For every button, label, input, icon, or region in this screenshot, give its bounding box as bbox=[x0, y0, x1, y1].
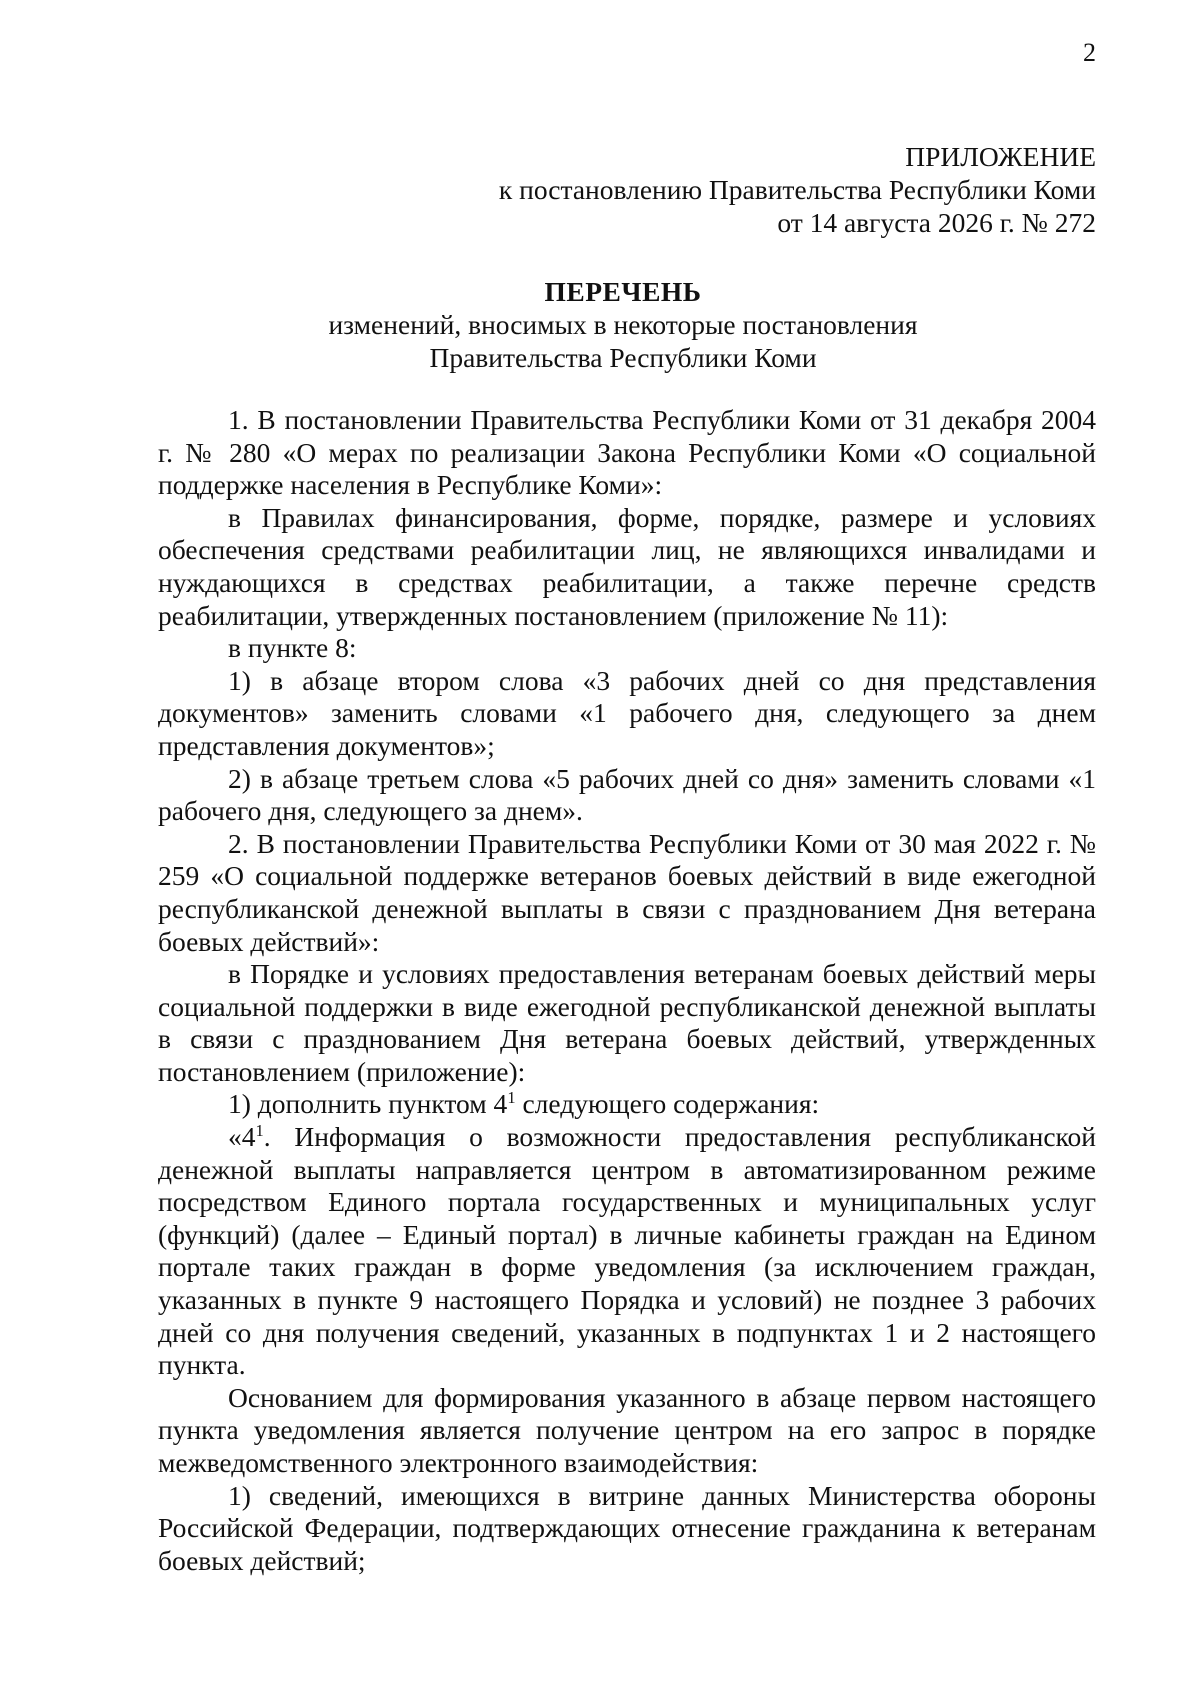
document-title-block bbox=[0, 275, 1200, 374]
paragraph-new-point-4-1 bbox=[158, 1121, 1096, 1382]
document-subtitle-line-1: изменений, вносимых в некоторые постановления bbox=[328, 309, 918, 340]
appendix-reference: к постановлению Правительства Республики Коми bbox=[498, 174, 1096, 205]
paragraph-item-2: 2. В постановлении Правительства Республики Коми от 30 мая 2022 г. № 259 «О социальной поддержке ветеранов боевых действий в виде ежегодной республиканской денежной выплаты в связи с празднованием Дня ветерана боевых действий»: bbox=[158, 827, 1096, 957]
paragraph-item-1: 1. В постановлении Правительства Республики Коми от 31 декабря 2004 г. № 280 «О мерах по реализации Закона Республики Коми «О социальной поддержке населения в Республике Коми»: bbox=[158, 404, 1096, 501]
appendix-header bbox=[499, 140, 1096, 239]
new-point-text-a: «4 bbox=[228, 1121, 256, 1153]
paragraph-add-point bbox=[158, 1088, 1096, 1121]
new-point-superscript: 1 bbox=[255, 1121, 264, 1141]
document-body bbox=[158, 404, 1096, 1577]
document-title: ПЕРЕЧЕНЬ bbox=[544, 276, 702, 307]
paragraph-basis-subitem-1: 1) сведений, имеющихся в витрине данных Министерства обороны Российской Федерации, подтверждающих отнесение гражданина к ветеранам боевых действий; bbox=[158, 1479, 1096, 1576]
add-point-superscript: 1 bbox=[507, 1088, 516, 1108]
add-point-text-a: 1) дополнить пунктом 4 bbox=[228, 1088, 508, 1120]
page-number: 2 bbox=[1083, 38, 1096, 67]
paragraph-rules-financing: в Правилах финансирования, форме, порядке, размере и условиях обеспечения средствами реабилитации лиц, не являющихся инвалидами и нуждающихся в средствах реабилитации, а также перечне средств реабилитации, утвержденных постановлением (приложение № 11): bbox=[158, 501, 1096, 631]
paragraph-subitem-2: 2) в абзаце третьем слова «5 рабочих дней со дня» заменить словами «1 рабочего дня, следующего за днем». bbox=[158, 762, 1096, 827]
document-subtitle-line-2: Правительства Республики Коми bbox=[429, 342, 817, 373]
appendix-label: ПРИЛОЖЕНИЕ bbox=[905, 141, 1096, 172]
paragraph-basis: Основанием для формирования указанного в абзаце первом настоящего пункта уведомления является получение центром на его запрос в порядке межведомственного электронного взаимодействия: bbox=[158, 1381, 1096, 1478]
paragraph-subitem-1: 1) в абзаце втором слова «3 рабочих дней со дня представления документов» заменить словами «1 рабочего дня, следующего за днем представления документов»; bbox=[158, 664, 1096, 761]
paragraph-procedure-conditions: в Порядке и условиях предоставления ветеранам боевых действий меры социальной поддержки в виде ежегодной республиканской денежной выплаты в связи с празднованием Дня ветерана боевых действий, утвержденных постановлением (приложение): bbox=[158, 958, 1096, 1087]
paragraph-point-8: в пункте 8: bbox=[228, 632, 357, 664]
appendix-date-number: от 14 августа 2026 г. № 272 bbox=[777, 207, 1096, 238]
new-point-text-b: . Информация о возможности предоставления республиканской денежной выплаты направляется центром в автоматизированном режиме посредством Единого портала государственных и муниципальных услуг (функций) (далее – Единый портал) в личные кабинеты граждан на Едином портале таких граждан в форме уведомления (за исключением граждан, указанных в пункте 9 настоящего Порядка и условий) не позднее 3 рабочих дней со дня получения сведений, указанных в подпунктах 1 и 2 настоящего пункта. bbox=[158, 1121, 1096, 1381]
add-point-text-b: следующего содержания: bbox=[515, 1088, 820, 1120]
